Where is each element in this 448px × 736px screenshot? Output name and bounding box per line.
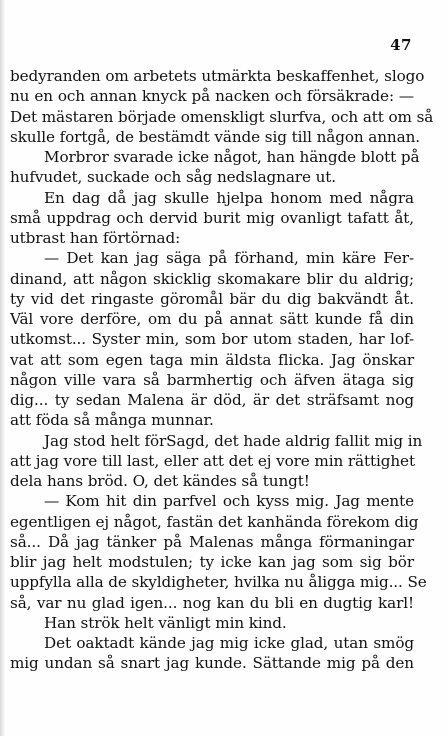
text-line: Jag stod helt förSagd, det hade aldrig fallit mig in (44, 431, 423, 450)
text-line: dinand, att någon skicklig skomakare blir du aldrig; (10, 269, 414, 288)
text-line: någon ville vara så barmhertig och äfven ätaga sig (10, 370, 414, 389)
text-line: nu en och annan knyck på nacken och försäkrade: — (10, 87, 414, 106)
text-line: — Det kan jag säga på förhand, min käre Fer- (44, 249, 414, 268)
text-line: så... Då jag tänker på Malenas många förmaningar (10, 532, 414, 551)
text-line: egentligen ej något, fastän det kanhända förekom dig (10, 512, 419, 531)
text-line: blir jag helt modstulen; ty icke kan jag som sig bör (10, 553, 414, 571)
text-line: dela hans bröd. O, det kändes så tungt! (10, 472, 310, 490)
text-line: Han strök helt vänligt min kind. (44, 613, 287, 632)
text-line: att föda så många munnar. (10, 411, 214, 430)
text-line: En dag då jag skulle hjelpa honom med några (44, 188, 414, 207)
text-line: Väl vore derföre, om du på annat sätt kunde få din (10, 310, 414, 328)
text-line: mig undan så snart jag kunde. Sättande mig på den (10, 654, 414, 673)
text-line: hufvudet, suckade och såg nedslagnare ut. (10, 168, 336, 187)
text-line: bedyranden om arbetets utmärkta beskaffenhet, slogo (10, 67, 425, 85)
text-line: uppfylla alla de skyldigheter, hvilka nu åligga mig... Se (10, 573, 427, 592)
text-line: att jag vore till last, eller att det ej vore min rättighet (10, 451, 415, 470)
text-line: Det mästaren började omenskligt slurfva, och att om så (10, 107, 434, 126)
text-line: Det oaktadt kände jag mig icke glad, utan smög (44, 634, 414, 652)
text-line: skulle fortgå, de bestämdt vände sig till någon annan. (10, 127, 420, 146)
text-line: utkomst... Syster min, som bor utom staden, har lof- (10, 330, 414, 349)
text-line: — Kom hit din parfvel och kyss mig. Jag mente (44, 492, 414, 511)
text-line: små uppdrag och dervid burit mig ovanligt tafatt åt, (10, 208, 414, 227)
text-line: dig... ty sedan Malena är död, är det sträfsamt nog (10, 391, 414, 409)
text-line: så, var nu glad igen... nog kan du bli en dugtig karl! (10, 593, 414, 612)
page-number: 47 (390, 36, 412, 54)
text-line: vat att som egen taga min äldsta flicka. Jag önskar (10, 350, 414, 369)
body-text (10, 66, 434, 674)
page-edge-shadow (0, 0, 5, 736)
text-line: utbrast han förtörnad: (10, 229, 181, 247)
text-line: ty vid det ringaste göromål bär du dig bakvändt åt. (10, 289, 414, 308)
text-line: Morbror svarade icke något, han hängde blott på (44, 148, 420, 166)
